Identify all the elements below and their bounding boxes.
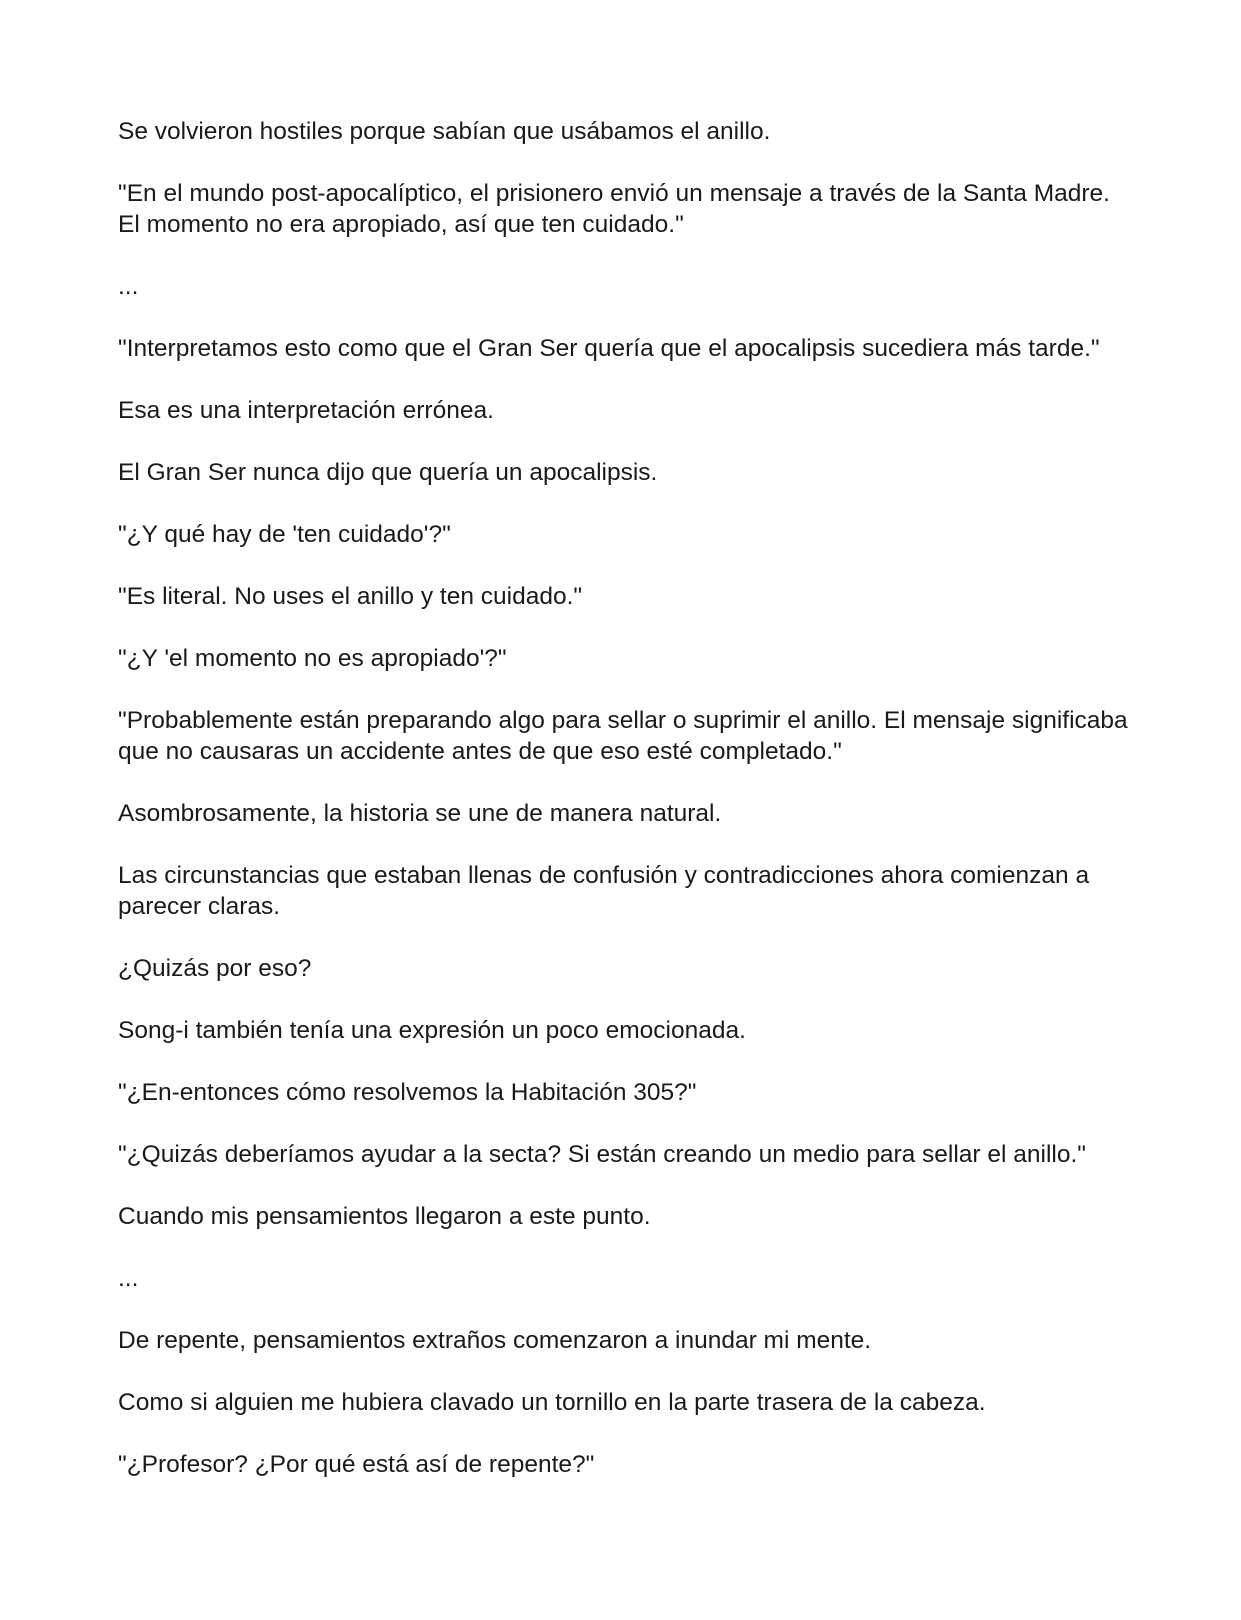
paragraph: Song-i también tenía una expresión un poco emocionada.: [118, 1017, 746, 1044]
paragraph: "¿Quizás deberíamos ayudar a la secta? Si están creando un medio para sellar el anillo.": [118, 1141, 1086, 1168]
document-page: [118, 116, 1128, 1511]
paragraph: ...: [118, 273, 139, 300]
paragraph: "¿Y 'el momento no es apropiado'?": [118, 645, 507, 672]
paragraph: "¿En-entonces cómo resolvemos la Habitación 305?": [118, 1079, 697, 1106]
paragraph: El Gran Ser nunca dijo que quería un apocalipsis.: [118, 459, 658, 486]
paragraph: "¿Y qué hay de 'ten cuidado'?": [118, 521, 451, 548]
paragraph: Se volvieron hostiles porque sabían que usábamos el anillo.: [118, 118, 771, 145]
paragraph: "En el mundo post-apocalíptico, el prisionero envió un mensaje a través de la Santa Madre. El momento no era apropiado, así que ten cuidado.": [118, 180, 1110, 238]
paragraph: "Probablemente están preparando algo para sellar o suprimir el anillo. El mensaje significaba que no causaras un accidente antes de que eso esté completado.": [118, 707, 1128, 765]
paragraph: "¿Profesor? ¿Por qué está así de repente?": [118, 1451, 595, 1478]
paragraph: Como si alguien me hubiera clavado un tornillo en la parte trasera de la cabeza.: [118, 1389, 986, 1416]
paragraph: Cuando mis pensamientos llegaron a este punto.: [118, 1203, 651, 1230]
paragraph: Asombrosamente, la historia se une de manera natural.: [118, 800, 722, 827]
paragraph: Esa es una interpretación errónea.: [118, 397, 494, 424]
paragraph: ...: [118, 1265, 139, 1292]
paragraph: "Interpretamos esto como que el Gran Ser quería que el apocalipsis sucediera más tarde.": [118, 335, 1100, 362]
paragraph: "Es literal. No uses el anillo y ten cuidado.": [118, 583, 583, 610]
paragraph: ¿Quizás por eso?: [118, 955, 312, 982]
paragraph: De repente, pensamientos extraños comenzaron a inundar mi mente.: [118, 1327, 872, 1354]
paragraph: Las circunstancias que estaban llenas de confusión y contradicciones ahora comienzan a parecer claras.: [118, 862, 1090, 920]
